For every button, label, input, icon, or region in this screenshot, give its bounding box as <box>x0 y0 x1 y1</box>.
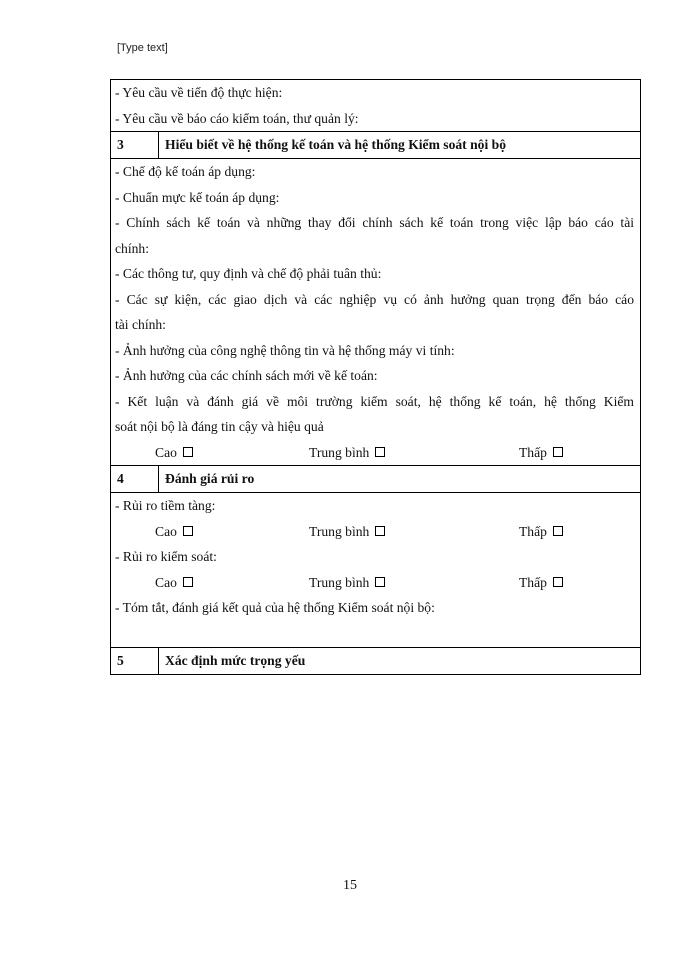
page-header: [Type text] <box>117 42 168 54</box>
section-4-body <box>111 493 640 647</box>
list-item: tài chính: <box>115 317 166 332</box>
checkbox-medium[interactable] <box>375 447 385 457</box>
summary-label: - Tóm tắt, đánh giá kết quả của hệ thống Kiểm soát nội bộ: <box>115 600 435 615</box>
option-high: Cao <box>155 440 193 466</box>
option-low: Thấp <box>519 570 563 596</box>
section-number: 5 <box>111 648 159 674</box>
section-5-header <box>111 647 640 674</box>
list-item: - Các thông tư, quy định và chế độ phải tuân thủ: <box>115 266 382 281</box>
list-item: - Ảnh hưởng của công nghệ thông tin và hệ thống máy vi tính: <box>115 342 455 358</box>
list-item: - Ảnh hưởng của các chính sách mới về kế toán: <box>115 368 378 383</box>
list-item: chính: <box>115 240 149 256</box>
table-row <box>111 80 640 131</box>
checkbox-low[interactable] <box>553 447 563 457</box>
audit-plan-table <box>110 79 641 675</box>
checkbox-low[interactable] <box>553 526 563 536</box>
progress-requirement: - Yêu cầu về tiến độ thực hiện: <box>115 85 283 100</box>
checkbox-medium[interactable] <box>375 526 385 536</box>
list-item: - Chuẩn mực kế toán áp dụng: <box>115 189 280 205</box>
section-title: Xác định mức trọng yếu <box>165 652 306 668</box>
control-risk-label: - Rủi ro kiểm soát: <box>115 549 217 564</box>
section-3-header <box>111 131 640 159</box>
option-medium: Trung bình <box>309 570 385 596</box>
option-medium: Trung bình <box>309 519 385 545</box>
assessment-options <box>111 440 640 466</box>
option-low: Thấp <box>519 440 563 466</box>
checkbox-high[interactable] <box>183 526 193 536</box>
list-item: - Chế độ kế toán áp dụng: <box>115 164 256 179</box>
section-number: 3 <box>111 132 159 158</box>
summary-blank <box>111 621 640 647</box>
control-risk-options <box>111 570 640 596</box>
checkbox-medium[interactable] <box>375 577 385 587</box>
checkbox-high[interactable] <box>183 447 193 457</box>
inherent-risk-options <box>111 519 640 545</box>
report-requirement: - Yêu cầu về báo cáo kiểm toán, thư quản lý: <box>115 110 359 126</box>
section-title: Hiểu biết về hệ thống kế toán và hệ thống Kiểm soát nội bộ <box>165 137 506 152</box>
option-medium: Trung bình <box>309 440 385 466</box>
option-high: Cao <box>155 570 193 596</box>
section-3-body <box>111 159 640 465</box>
page-number: 15 <box>343 878 357 893</box>
checkbox-high[interactable] <box>183 577 193 587</box>
list-item: soát nội bộ là đáng tin cậy và hiệu quả <box>115 419 324 434</box>
checkbox-low[interactable] <box>553 577 563 587</box>
option-low: Thấp <box>519 519 563 545</box>
list-item: - Kết luận và đánh giá về môi trường kiểm soát, hệ thống kế toán, hệ thống Kiểm <box>115 393 634 409</box>
inherent-risk-label: - Rủi ro tiềm tàng: <box>115 498 216 513</box>
section-title: Đánh giá rủi ro <box>165 471 255 486</box>
option-high: Cao <box>155 519 193 545</box>
list-item: - Các sự kiện, các giao dịch và các nghiệp vụ có ảnh hưởng quan trọng đến báo cáo <box>115 291 634 307</box>
section-number: 4 <box>111 466 159 492</box>
section-4-header <box>111 465 640 493</box>
list-item: - Chính sách kế toán và những thay đổi chính sách kế toán trong việc lập báo cáo tài <box>115 215 634 230</box>
